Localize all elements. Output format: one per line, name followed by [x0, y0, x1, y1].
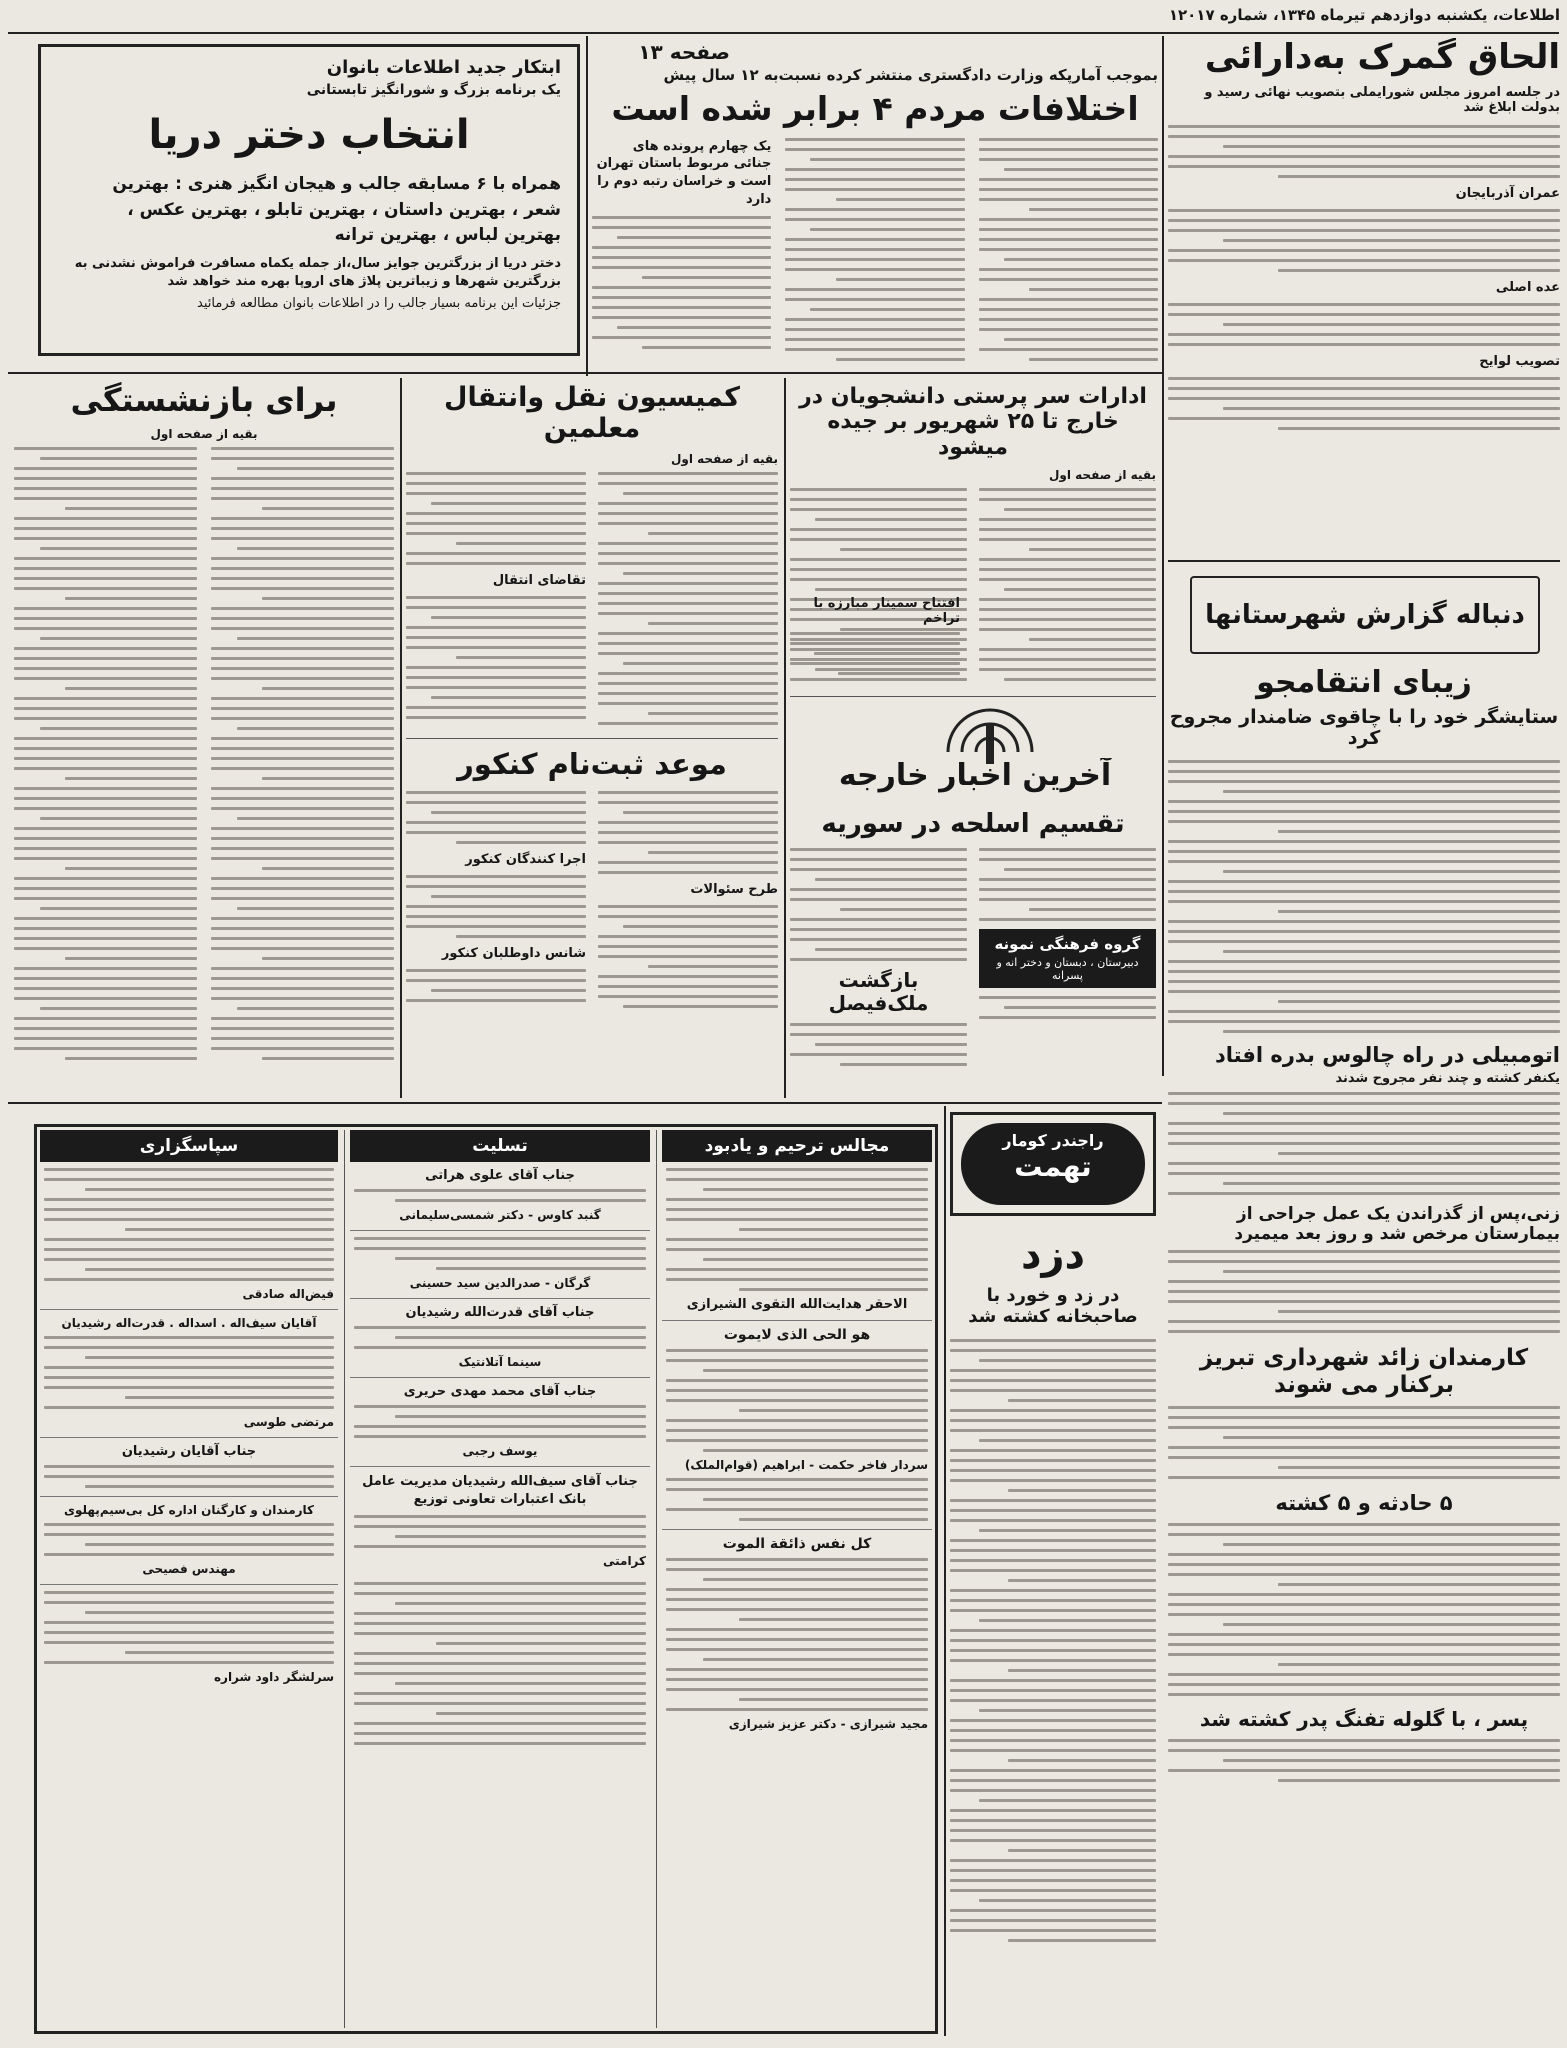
memorial-signature-2: مجید شیرازی - دکتر عزیز شیرازی: [728, 1717, 928, 1731]
provinces-sub: ستایشگر خود را با چاقوی ضامندار مجروح کرد: [1169, 705, 1559, 750]
surgery-title: زنی،پس از گذراندن یک عمل جراحی از بیمارستان مرخص شد و روز بعد میمیرد: [1234, 1204, 1560, 1244]
notices-condolence-column: [350, 1130, 650, 2028]
customs-subtitle: در جلسه امروز مجلس شورایملی بتصویب نهائی رسید و بدولت ابلاغ شد: [1204, 85, 1560, 116]
konkur-section3: شانس داوطلبان کنکور: [441, 946, 586, 962]
konkur-section2: طرح سئوالات: [690, 882, 778, 898]
customs-section-heading: عمران آذربایجان: [1455, 186, 1560, 202]
women-sub: یک برنامه بزرگ و شورانگیز تابستانی: [306, 82, 561, 98]
condolence-4: جناب آقای قدرت‌الله رشیدیان: [405, 1305, 595, 1320]
customs-section2-heading: عده اصلی: [1495, 280, 1560, 296]
teachers-section-heading: تقاضای انتقال: [492, 573, 586, 589]
condolence-1: جناب آقای علوی هراتی: [425, 1168, 575, 1183]
retirement-article: [14, 378, 394, 1098]
students-title: ادارات سر پرستی دانشجویان در خارج تا ۲۵ شهریور بر جیده میشود: [799, 384, 1147, 460]
memorial-header: مجالس ترحیم و یادبود: [662, 1130, 932, 1162]
women-promo-box: [38, 44, 580, 356]
thanks-7: سرلشگر داود شراره: [213, 1670, 334, 1684]
bus-accident-sub: یکنفر کشته و چند نفر مجروح شدند: [1335, 1071, 1560, 1087]
school-ad-title: گروه فرهنگی نمونه: [994, 934, 1141, 953]
masthead-rule: [8, 32, 1559, 34]
row-rule: [406, 738, 778, 739]
movie-ad: [950, 1112, 1156, 1216]
women-kicker: ابتکار جدید اطلاعات بانوان: [326, 57, 561, 78]
condolence-7: یوسف رجبی: [462, 1444, 538, 1458]
column-rule: [586, 36, 588, 376]
condolence-9: کرامتی: [602, 1554, 646, 1569]
seminar-article: [790, 596, 960, 706]
thanks-5: کارمندان و کارگنان اداره کل بی‌سیم‌پهلوی: [63, 1503, 315, 1517]
movie-ad-actor: راجندر کومار: [1002, 1131, 1104, 1150]
bus-accident-title: اتومبیلی در راه چالوس بدره افتاد: [1214, 1043, 1560, 1068]
disputes-kicker: بموجب آمارپکه وزارت دادگستری منتشر کرده نسبت‌به ۱۲ سال پیش: [663, 66, 1158, 84]
condolence-5: سینما آتلانتیک: [458, 1355, 542, 1369]
column-rule: [656, 1130, 657, 2028]
column-rule: [784, 378, 786, 1098]
row-rule: [8, 1102, 1162, 1104]
condolence-2: گنبد کاوس - دکتر شمسی‌سلیمانی: [399, 1208, 601, 1222]
customs-title: الحاق گمرک به‌دارائی: [1204, 38, 1560, 77]
condolence-6: جناب آقای محمد مهدی حریری: [403, 1384, 597, 1399]
row-rule: [8, 372, 1162, 374]
retirement-continuation: بقیه از صفحه اول: [150, 426, 258, 441]
disputes-title: اختلافات مردم ۴ برابر شده است: [611, 89, 1139, 128]
women-line1: همراه با ۶ مسابقه جالب و هیجان انگیز هنری : بهترین: [112, 174, 561, 194]
thief-title: دزد: [1020, 1232, 1086, 1278]
tabriz-title: کارمندان زائد شهرداری تبریز برکنار می شوند: [1199, 1345, 1529, 1398]
movie-ad-inner: [961, 1123, 1145, 1205]
thanks-4: جناب آقایان رشیدیان: [121, 1444, 257, 1459]
disputes-lead: یک چهارم پرونده های جنائی مربوط باستان تهران است و خراسان رتبه دوم را دارد: [596, 138, 772, 207]
women-line5: جزئیات این برنامه بسیار جالب را در اطلاعات بانوان مطالعه فرمائید: [197, 296, 561, 312]
column-rule: [344, 1130, 345, 2028]
memorial-heading: هو الحی الذی لایموت: [723, 1327, 871, 1343]
syria-title: تقسیم اسلحه در سوریه: [821, 810, 1125, 839]
movie-ad-title: تهمت: [1014, 1150, 1092, 1183]
women-title: انتخاب دختر دریا: [148, 112, 470, 158]
syria-article: [790, 810, 1156, 1080]
thanks-header: سپاسگزاری: [40, 1130, 338, 1162]
memorial-names: سردار فاخر حکمت - ابراهیم (قوام‌الملک): [684, 1458, 928, 1472]
column-rule: [400, 378, 402, 1098]
condolence-8: جناب آقای سیف‌الله رشیدیان مدیریت عامل بانک اعتبارات تعاونی توزیع: [362, 1474, 638, 1508]
students-continuation: بقیه از صفحه اول: [1048, 467, 1156, 482]
condolence-header: تسلیت: [350, 1130, 650, 1162]
disputes-article: [592, 66, 1158, 396]
customs-text: [1168, 125, 1560, 178]
women-line4: دختر دریا از بزرگترین جوایز سال،از جمله یکماه مسافرت فراموش نشدنی به بزرگترین شهرها و زیباترین پلاژ های اروپا بهره مند خواهد شد: [74, 255, 561, 290]
row-rule: [790, 696, 1156, 697]
teachers-continuation: بقیه از صفحه اول: [670, 452, 778, 467]
thanks-2: آقایان سیف‌اله . اسداله . قدرت‌اله رشیدیان: [61, 1316, 317, 1330]
thanks-1: فیض‌اله صادقی: [242, 1287, 334, 1301]
row-rule: [1168, 560, 1560, 562]
teachers-title: کمیسیون نقل وانتقال معلمین: [444, 382, 740, 445]
notices-memorial-column: [662, 1130, 932, 2028]
konkur-article: [406, 748, 778, 1098]
page-number: صفحه ۱۳: [638, 40, 730, 64]
condolence-3: گرگان - صدرالدین سید حسینی: [409, 1276, 591, 1290]
seminar-title: افتتاح سمینار مبارزه با تراخم: [813, 596, 960, 626]
boy-shot-title: پسر ، با گلوله تفنگ پدر کشته شد: [1199, 1707, 1529, 1732]
thanks-6: مهندس فصیحی: [142, 1562, 236, 1576]
provinces-title: زیبای انتقامجو: [1256, 666, 1472, 700]
thief-article: [950, 1232, 1156, 2036]
women-line3: بهترین لباس ، بهترین ترانه: [334, 225, 561, 245]
column-rule: [1162, 36, 1164, 1076]
konkur-section1: اجرا کنندگان کنکور: [465, 852, 586, 868]
thief-sub: در زد و خورد با صاحبخانه کشته شد: [968, 1285, 1138, 1327]
provinces-banner: دنباله گزارش شهرستانها: [1190, 576, 1540, 654]
customs-section3-heading: تصویب لوایح: [1479, 354, 1560, 370]
memorial-heading-2: کل نفس ذائقة الموت: [722, 1536, 872, 1552]
column-rule: [944, 1106, 946, 2036]
customs-article: [1168, 38, 1560, 558]
school-ad-sub: دبیرستان ، دبستان و دختر انه و پسرانه: [996, 955, 1139, 982]
teachers-article: [406, 378, 778, 726]
women-line2: شعر ، بهترین داستان ، بهترین تابلو ، بهترین عکس ،: [127, 199, 561, 220]
provinces-section: [1168, 666, 1560, 2036]
school-ad: [979, 929, 1156, 988]
konkur-title: موعد ثبت‌نام کنکور: [457, 748, 727, 781]
retirement-title: برای بازنشستگی: [70, 381, 338, 419]
memorial-signature: الاحقر هدایت‌الله التقوی الشیرازی: [686, 1297, 908, 1312]
notices-thanks-column: [40, 1130, 338, 2028]
foreign-news-banner-title: آخرین اخبار خارجه: [838, 758, 1112, 793]
masthead-issue: اطلاعات، یکشنبه دوازدهم تیرماه ۱۳۴۵، شماره ۱۲۰۱۷: [1168, 6, 1560, 24]
accidents-title: ۵ حادثه و ۵ کشته: [1275, 1491, 1453, 1516]
faisal-title: بازگشت ملک‌فیصل: [828, 967, 929, 1015]
thanks-3: مرتضی طوسی: [243, 1415, 334, 1429]
